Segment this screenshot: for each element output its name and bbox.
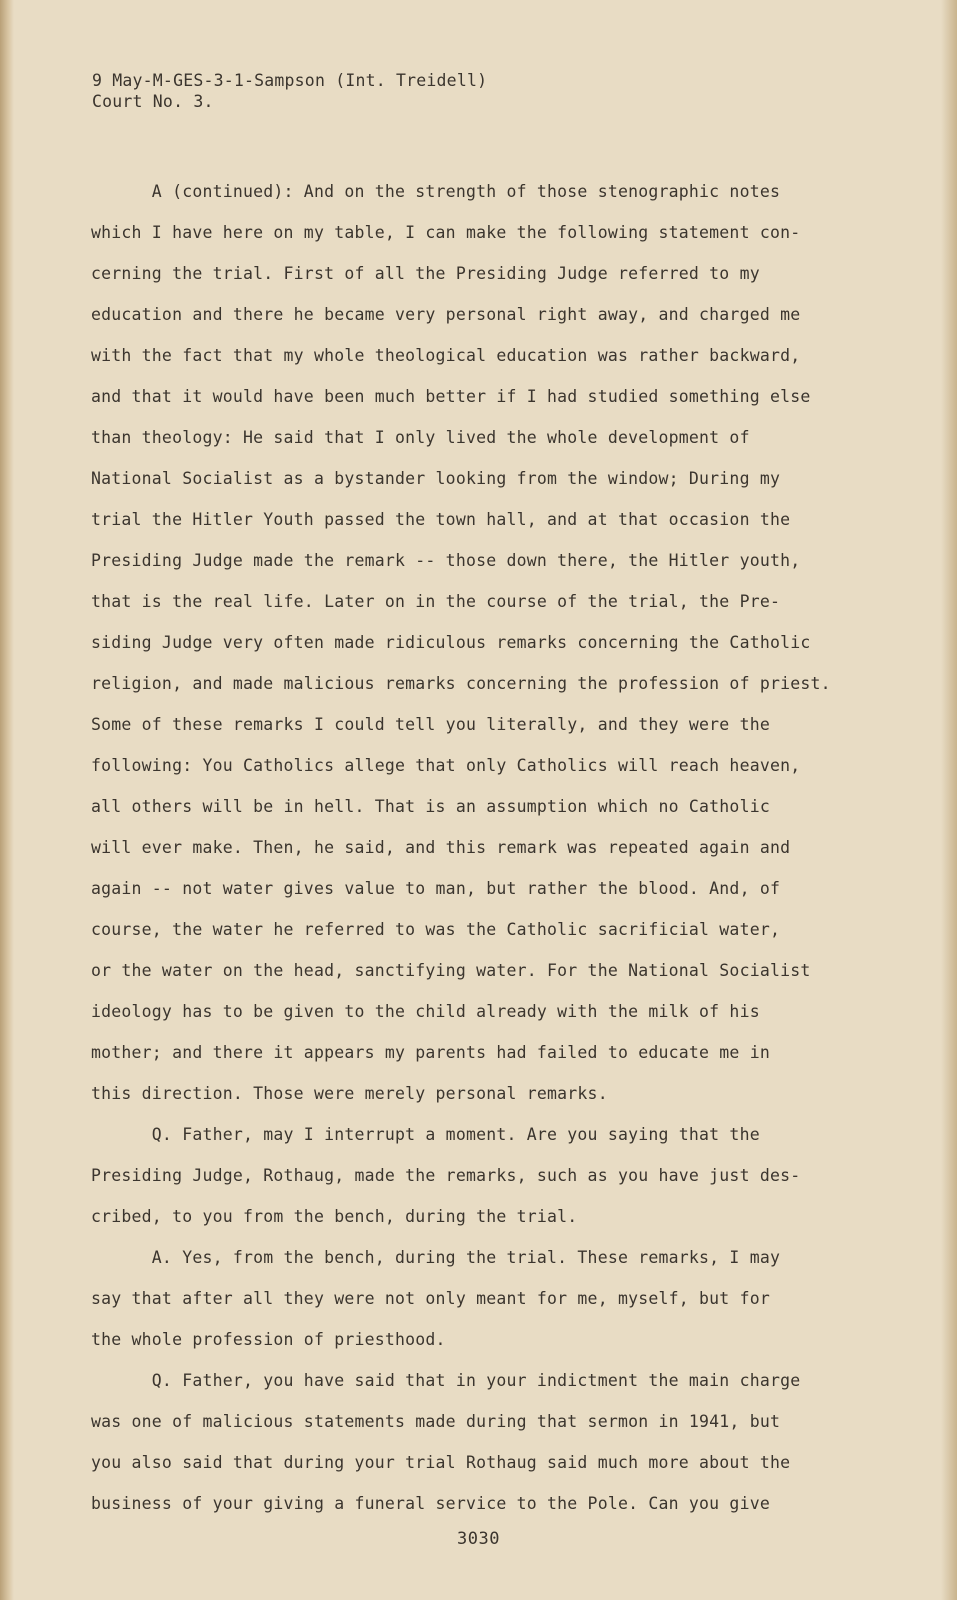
transcript-line: will ever make. Then, he said, and this remark was repeated again and <box>91 838 791 857</box>
transcript-line: mother; and there it appears my parents had failed to educate me in <box>91 1043 770 1062</box>
transcript-line: which I have here on my table, I can make the following statement con- <box>91 223 801 242</box>
transcript-line: or the water on the head, sanctifying water. For the National Socialist <box>91 961 811 980</box>
document-header <box>92 70 487 112</box>
transcript-line: all others will be in hell. That is an assumption which no Catholic <box>91 797 770 816</box>
transcript-line: National Socialist as a bystander looking from the window; During my <box>91 469 781 488</box>
transcript-line: Q. Father, you have said that in your indictment the main charge <box>91 1371 801 1390</box>
page-edge-left <box>0 0 14 1600</box>
header-court-line: Court No. 3. <box>92 92 214 111</box>
transcript-line: business of your giving a funeral service to the Pole. Can you give <box>91 1494 770 1513</box>
transcript-body <box>91 171 851 1524</box>
transcript-line: you also said that during your trial Rothaug said much more about the <box>91 1453 791 1472</box>
transcript-line: was one of malicious statements made during that sermon in 1941, but <box>91 1412 781 1431</box>
transcript-line: ideology has to be given to the child already with the milk of his <box>91 1002 760 1021</box>
transcript-line: cribed, to you from the bench, during the trial. <box>91 1207 578 1226</box>
page-edge-right <box>941 0 957 1600</box>
transcript-line: Presiding Judge, Rothaug, made the remarks, such as you have just des- <box>91 1166 801 1185</box>
transcript-line: trial the Hitler Youth passed the town hall, and at that occasion the <box>91 510 791 529</box>
transcript-line: and that it would have been much better if I had studied something else <box>91 387 811 406</box>
transcript-line: A. Yes, from the bench, during the trial. These remarks, I may <box>91 1248 781 1267</box>
transcript-line: the whole profession of priesthood. <box>91 1330 446 1349</box>
transcript-line: following: You Catholics allege that only Catholics will reach heaven, <box>91 756 801 775</box>
transcript-line: Some of these remarks I could tell you literally, and they were the <box>91 715 770 734</box>
transcript-line: that is the real life. Later on in the course of the trial, the Pre- <box>91 592 781 611</box>
transcript-line: A (continued): And on the strength of those stenographic notes <box>91 182 781 201</box>
transcript-line: this direction. Those were merely personal remarks. <box>91 1084 608 1103</box>
transcript-line: than theology: He said that I only lived the whole development of <box>91 428 750 447</box>
page-number: 3030 <box>457 1529 500 1549</box>
transcript-line: siding Judge very often made ridiculous remarks concerning the Catholic <box>91 633 811 652</box>
transcript-line: with the fact that my whole theological education was rather backward, <box>91 346 801 365</box>
header-case-line: 9 May-M-GES-3-1-Sampson (Int. Treidell) <box>92 71 488 90</box>
transcript-line: Q. Father, may I interrupt a moment. Are you saying that the <box>91 1125 760 1144</box>
transcript-line: education and there he became very personal right away, and charged me <box>91 305 801 324</box>
transcript-line: Presiding Judge made the remark -- those down there, the Hitler youth, <box>91 551 801 570</box>
transcript-line: say that after all they were not only meant for me, myself, but for <box>91 1289 770 1308</box>
transcript-line: course, the water he referred to was the Catholic sacrificial water, <box>91 920 781 939</box>
transcript-line: again -- not water gives value to man, but rather the blood. And, of <box>91 879 781 898</box>
transcript-line: religion, and made malicious remarks concerning the profession of priest. <box>91 674 831 693</box>
transcript-line: cerning the trial. First of all the Presiding Judge referred to my <box>91 264 760 283</box>
